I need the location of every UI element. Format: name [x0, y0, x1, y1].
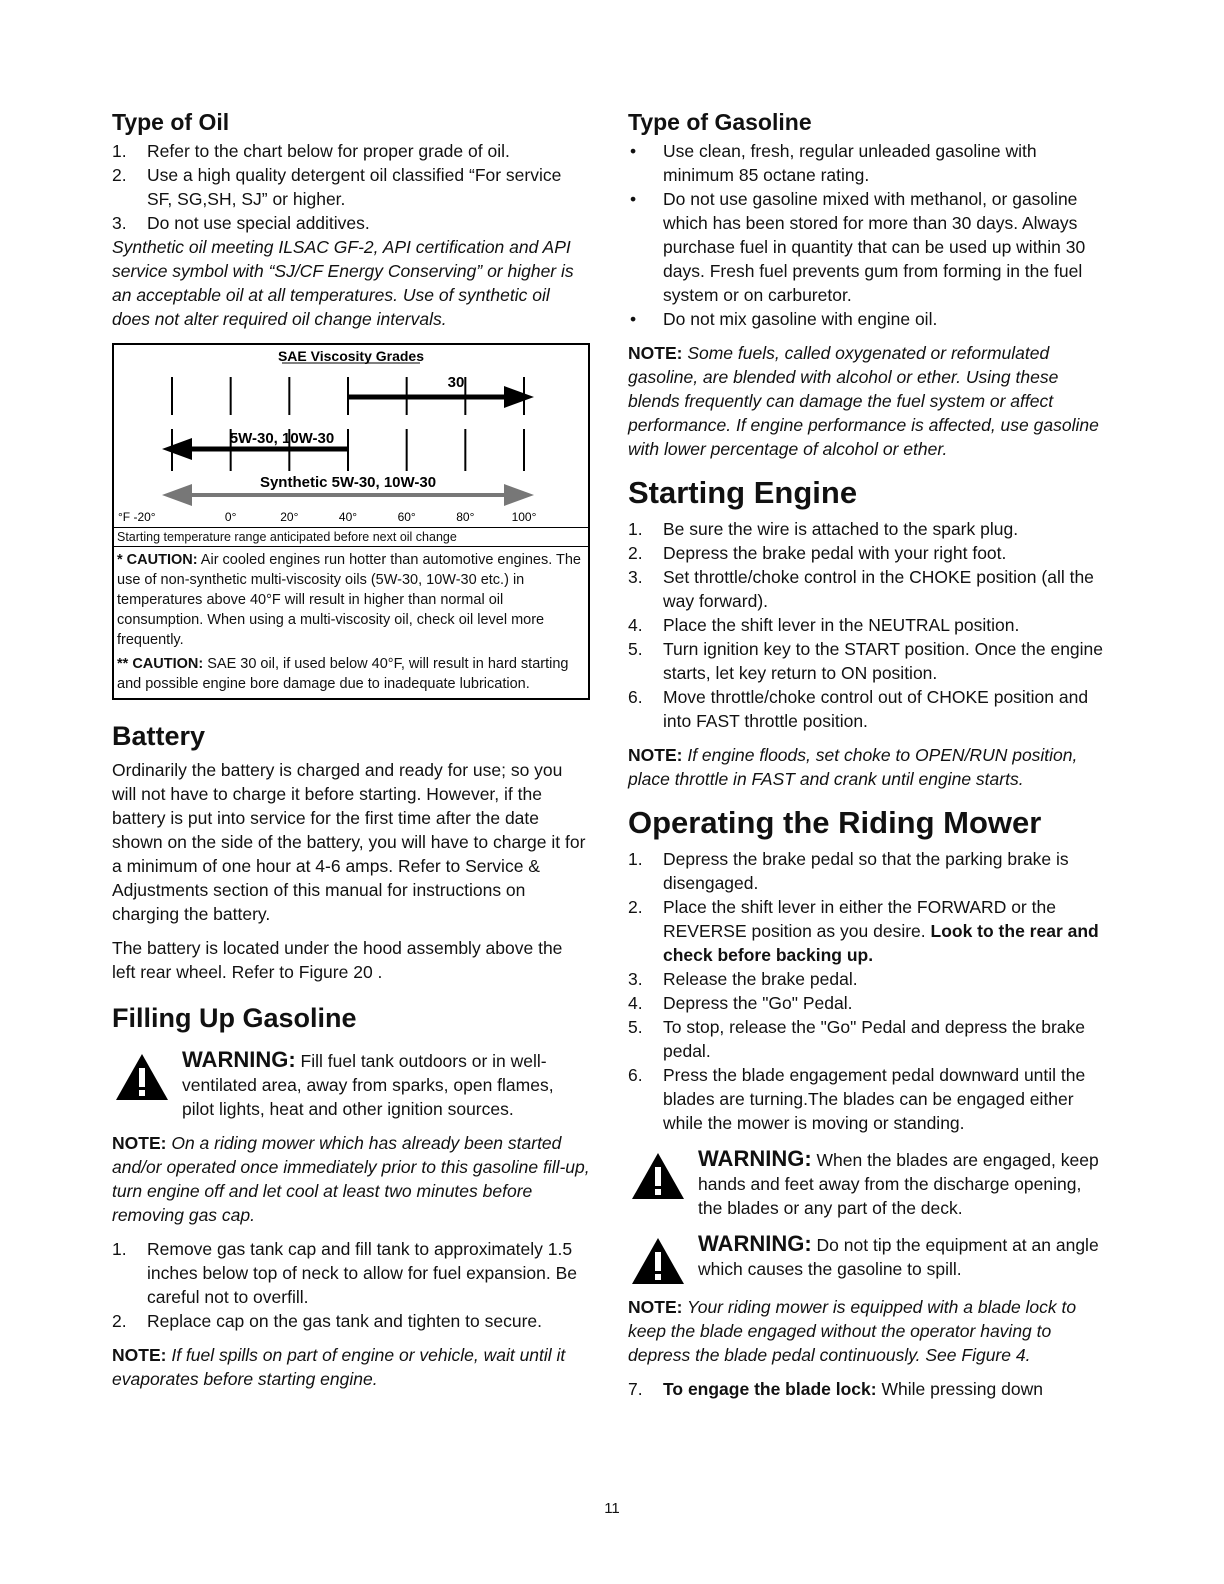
- fill-warning: [112, 1048, 590, 1121]
- caution-1-text: Air cooled engines run hotter than automotive engines. The use of non-synthetic multi-viscosity oils (5W-30, 10W-30 etc.) in temperatures above 40°F will result in higher than normal oil consumption. When using a multi-viscosity oil, check oil level more frequently.: [117, 552, 581, 648]
- chart-caption: Starting temperature range anticipated before next oil change: [114, 528, 588, 547]
- viscosity-chart-svg: [114, 345, 588, 527]
- fill-list: [112, 1237, 590, 1333]
- type-of-gasoline-heading: Type of Gasoline: [628, 109, 812, 135]
- series-arrowhead: [162, 438, 192, 460]
- starting-engine-heading: Starting Engine: [628, 475, 858, 510]
- list-item: 2. Place the shift lever in either the FORWARD or the REVERSE position as you desire. Look to the rear and check before backing up.: [628, 897, 1099, 965]
- operating-list: [628, 847, 1108, 1135]
- caution-1-label: * CAUTION:: [117, 552, 198, 568]
- operating-list-cont: [628, 1377, 1108, 1401]
- caution-2-text: SAE 30 oil, if used below 40°F, will result in hard starting and possible engine bore damage due to inadequate lubrication.: [117, 656, 569, 692]
- tick-label: 80°: [456, 510, 475, 524]
- series-bar: [186, 447, 348, 452]
- blade-warning: WARNING: When the blades are engaged, keep hands and feet away from the discharge opening, the blades or any part of the deck.: [628, 1147, 1108, 1220]
- starting-note: NOTE: If engine floods, set choke to OPEN/RUN position, place throttle in FAST and crank until engine starts.: [628, 745, 1078, 789]
- list-item: 2. Use a high quality detergent oil classified “For service SF, SG,SH, SJ” or higher.: [112, 165, 562, 209]
- series-bar: [186, 493, 510, 497]
- list-item: 1. Depress the brake pedal so that the parking brake is disengaged.: [628, 849, 1069, 893]
- tick-label: 40°: [338, 510, 358, 524]
- type-of-oil-heading: Type of Oil: [112, 109, 230, 135]
- caution-1: [114, 547, 588, 654]
- starting-list: [628, 517, 1108, 733]
- list-item: 4. Place the shift lever in the NEUTRAL position.: [628, 615, 1020, 635]
- page-number: 11: [604, 1500, 620, 1517]
- tip-warning: WARNING: Do not tip the equipment at an angle which causes the gasoline to spill.: [628, 1232, 1108, 1281]
- gasoline-list: [628, 139, 1108, 331]
- list-item: 2. Depress the brake pedal with your right foot.: [628, 543, 1007, 563]
- list-item: 7. To engage the blade lock: While pressing down: [628, 1379, 1043, 1399]
- filling-heading: Filling Up Gasoline: [112, 1003, 357, 1033]
- series-arrowhead: [504, 386, 534, 408]
- tick-label: 0°: [224, 510, 237, 524]
- list-item: 3. Release the brake pedal.: [628, 969, 858, 989]
- fill-warning-label: WARNING:: [182, 1047, 296, 1072]
- battery-paragraph-1: Ordinarily the battery is charged and ready for use; so you will not have to charge it before starting. However, if the battery is put into service for the first time after the date shown on the side of the battery, you will have to charge it for a minimum of one hour at 4-6 amps. Refer to Service & Adjustments section of this manual for instructions on charging the battery.: [112, 760, 586, 924]
- list-item: • Use clean, fresh, regular unleaded gasoline with minimum 85 octane rating.: [630, 141, 1037, 185]
- list-item: 3. Do not use special additives.: [112, 213, 370, 233]
- battery-heading: Battery: [112, 721, 206, 751]
- warning-triangle-icon: [630, 1236, 686, 1286]
- list-item: 4. Depress the "Go" Pedal.: [628, 993, 853, 1013]
- tick-label: 100°: [511, 510, 537, 524]
- operating-note: NOTE: Your riding mower is equipped with a blade lock to keep the blade engaged without the operator having to depress the blade pedal continuously. See Figure 4.: [628, 1297, 1077, 1365]
- series-label: 30: [447, 374, 465, 391]
- left-column: [112, 108, 590, 1391]
- battery-paragraph-2: The battery is located under the hood assembly above the left rear wheel. Refer to Figure 20 .: [112, 938, 563, 982]
- operating-heading: Operating the Riding Mower: [628, 805, 1042, 840]
- gasoline-note: NOTE: Some fuels, called oxygenated or reformulated gasoline, are blended with alcohol or ether. Using these blends frequently can damage the fuel system or affect performance. If engine performance is affected, use gasoline with lower percentage of alcohol or ether.: [628, 343, 1099, 459]
- list-item: • Do not use gasoline mixed with methanol, or gasoline which has been stored for more than 30 days. Always purchase fuel in quantity that can be used up within 30 days. Fresh fuel prevents gum from forming in the fuel system or on carburetor.: [630, 189, 1086, 305]
- oil-list: [112, 139, 590, 235]
- right-column: [628, 108, 1108, 1401]
- list-item: 5. To stop, release the "Go" Pedal and depress the brake pedal.: [628, 1017, 1085, 1061]
- series-arrowhead: [504, 484, 534, 506]
- list-item: 1. Refer to the chart below for proper grade of oil.: [112, 141, 510, 161]
- series-bar: [348, 395, 510, 400]
- viscosity-chart-plot: [114, 345, 588, 528]
- tick-label: 20°: [280, 510, 299, 524]
- list-item: • Do not mix gasoline with engine oil.: [630, 309, 938, 329]
- caution-2-label: ** CAUTION:: [117, 656, 204, 672]
- warning-triangle-icon: [630, 1151, 686, 1201]
- list-item: 6. Move throttle/choke control out of CHOKE position and into FAST throttle position.: [628, 687, 1089, 731]
- tick-label: °F -20°: [118, 510, 156, 524]
- list-item: 2. Replace cap on the gas tank and tighten to secure.: [112, 1311, 542, 1331]
- fill-note: NOTE: On a riding mower which has already been started and/or operated once immediately prior to this gasoline fill-up, turn engine off and let cool at least two minutes before removing gas cap.: [112, 1133, 590, 1225]
- caution-2: [114, 654, 588, 698]
- fill-note-2: NOTE: If fuel spills on part of engine or vehicle, wait until it evaporates before starting engine.: [112, 1345, 566, 1389]
- list-item: 3. Set throttle/choke control in the CHOKE position (all the way forward).: [628, 567, 1094, 611]
- tick-label: 60°: [397, 510, 416, 524]
- chart-title: SAE Viscosity Grades: [277, 348, 425, 364]
- list-item: 1. Be sure the wire is attached to the spark plug.: [628, 519, 1019, 539]
- series-label: Synthetic 5W-30, 10W-30: [259, 474, 437, 491]
- list-item: 5. Turn ignition key to the START position. Once the engine starts, let key return to ON position.: [628, 639, 1104, 683]
- list-item: 1. Remove gas tank cap and fill tank to approximately 1.5 inches below top of neck to allow for fuel expansion. Be careful not to overfill.: [112, 1239, 577, 1307]
- list-item: 6. Press the blade engagement pedal downward until the blades are turning.The blades can be engaged either while the mower is moving or standing.: [628, 1065, 1086, 1133]
- series-label: 5W-30, 10W-30: [229, 430, 335, 447]
- warning-triangle-icon: [114, 1052, 170, 1102]
- fill-warning-text: Fill fuel tank outdoors or in well-ventilated area, away from sparks, open flames, pilot lights, heat and other ignition sources.: [182, 1051, 554, 1119]
- series-arrowhead: [162, 484, 192, 506]
- viscosity-chart: [112, 343, 590, 700]
- synthetic-oil-note: Synthetic oil meeting ILSAC GF-2, API certification and API service symbol with “SJ/CF Energy Conserving” or higher is an acceptable oil at all temperatures. Use of synthetic oil does not alter required oil change intervals.: [112, 237, 574, 329]
